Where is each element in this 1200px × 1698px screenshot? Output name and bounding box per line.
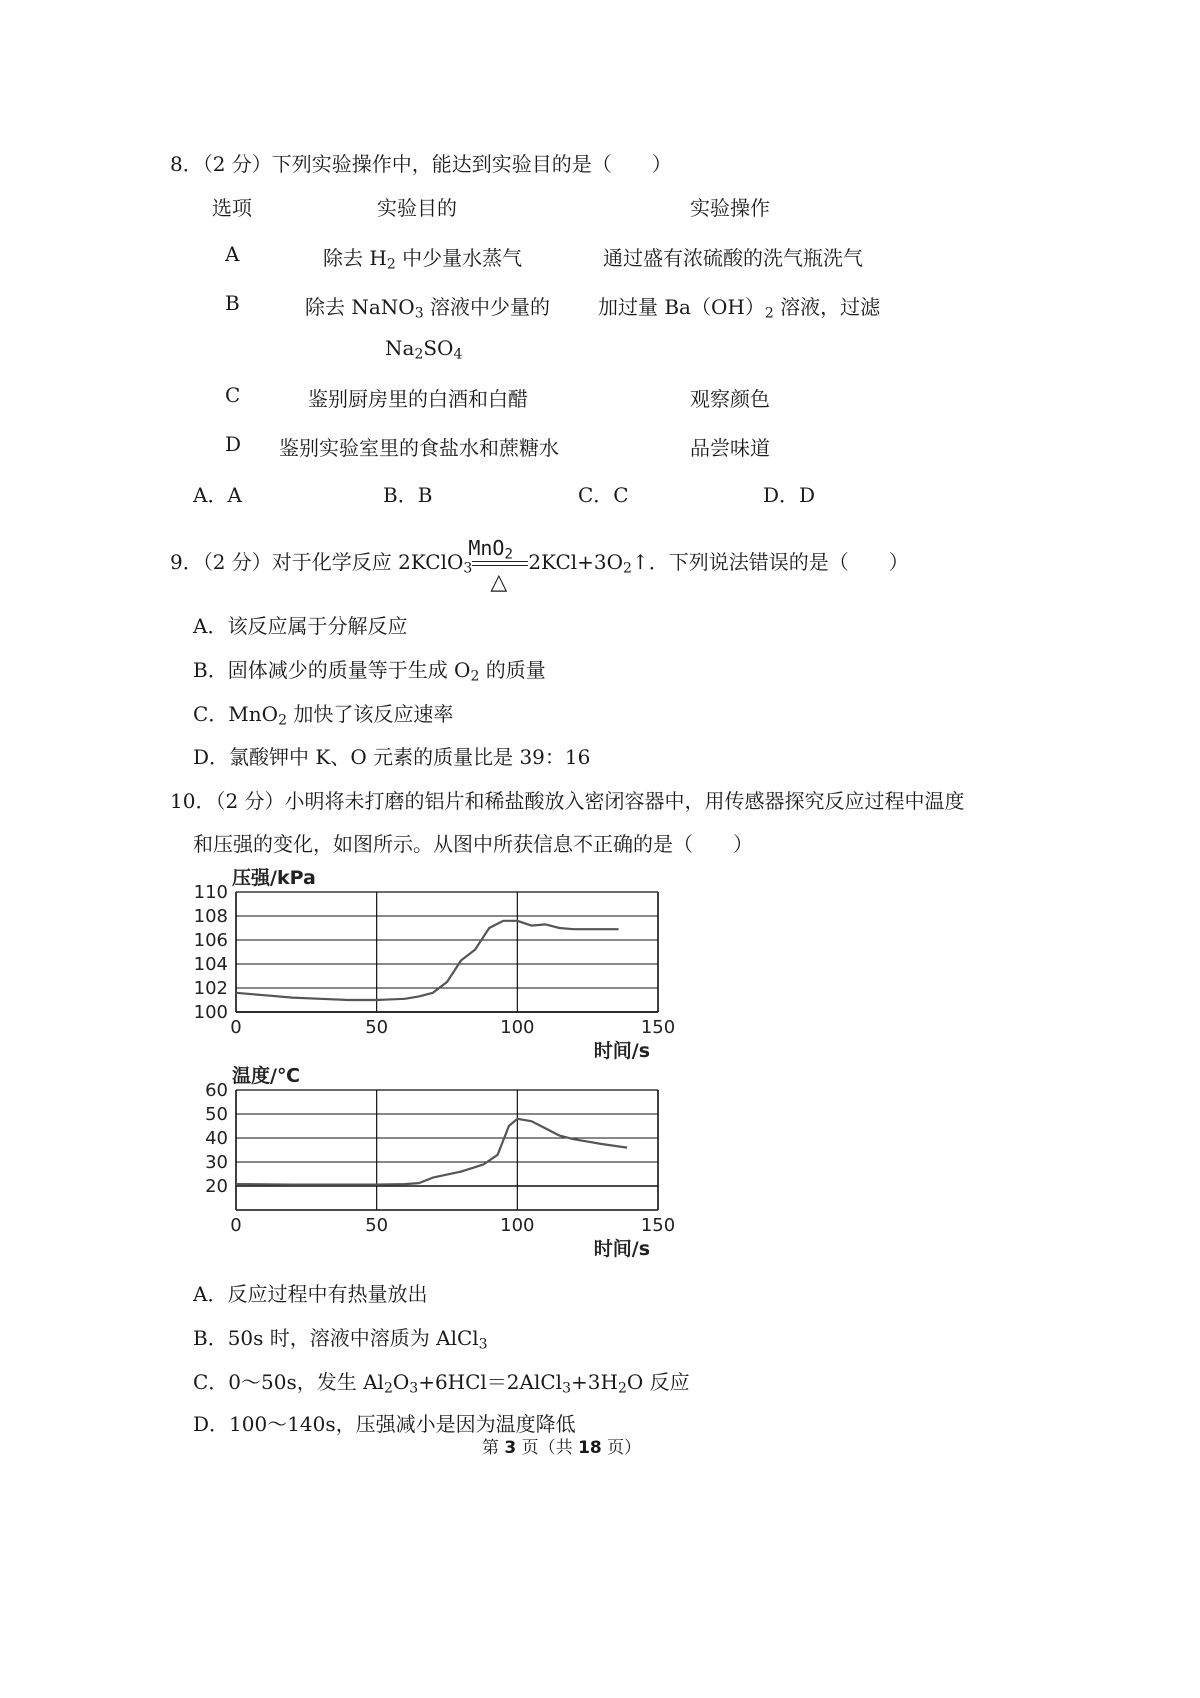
q10-choice-d[interactable]: D．100～140s，压强减小是因为温度降低 xyxy=(193,1412,576,1436)
x-tick-label: 100 xyxy=(500,1215,535,1236)
q8-choice-b[interactable]: B．B xyxy=(383,483,433,507)
q8-row-d-goal: 鉴别实验室里的食盐水和蔗糖水 xyxy=(279,436,559,460)
y-axis-label: 温度/℃ xyxy=(232,1065,300,1087)
y-tick-label: 110 xyxy=(193,882,228,903)
y-tick-label: 50 xyxy=(205,1104,228,1125)
q8-row-c-operation: 观察颜色 xyxy=(690,387,770,411)
temperature-chart xyxy=(190,1060,690,1265)
x-tick-label: 0 xyxy=(230,1215,242,1236)
x-axis-label: 时间/s xyxy=(593,1040,650,1062)
q8-row-a-operation: 通过盛有浓硫酸的洗气瓶洗气 xyxy=(603,246,863,270)
q10-stem-line1: 10．（2 分）小明将未打磨的铝片和稀盐酸放入密闭容器中，用传感器探究反应过程中温度 xyxy=(170,789,965,813)
q9-choice-a[interactable]: A．该反应属于分解反应 xyxy=(193,614,408,638)
q8-header-goal: 实验目的 xyxy=(377,196,457,220)
q8-header-operation: 实验操作 xyxy=(690,196,770,220)
q9-choice-c[interactable]: C．MnO$_2$ 加快了该反应速率 xyxy=(193,702,454,729)
q8-choice-d[interactable]: D．D xyxy=(763,483,816,507)
y-tick-label: 20 xyxy=(205,1176,228,1197)
pressure-chart xyxy=(190,862,690,1067)
catalyst-label: MnO$_2$ xyxy=(468,536,513,563)
y-tick-label: 100 xyxy=(193,1002,228,1023)
q10-choice-a[interactable]: A．反应过程中有热量放出 xyxy=(193,1282,428,1306)
y-tick-label: 40 xyxy=(205,1128,228,1149)
x-tick-label: 150 xyxy=(640,1017,676,1038)
x-tick-label: 0 xyxy=(230,1017,242,1038)
q10-choice-c[interactable]: C．0～50s，发生 $Al_2O_3+6HCl=2AlCl_3+3H_2O$ 反应 xyxy=(193,1370,690,1397)
x-tick-label: 50 xyxy=(365,1215,389,1236)
series-line xyxy=(236,1119,627,1185)
y-tick-label: 106 xyxy=(193,930,228,951)
equals-sign xyxy=(472,561,528,566)
heat-symbol: △ xyxy=(490,570,508,595)
y-tick-label: 104 xyxy=(193,954,228,975)
x-tick-label: 50 xyxy=(365,1017,389,1038)
q8-row-d-option: D xyxy=(225,432,242,456)
q8-row-b-option: B xyxy=(225,291,240,315)
x-tick-label: 100 xyxy=(500,1017,535,1038)
q8-row-a-goal: 除去 $H_2$ 中少量水蒸气 xyxy=(323,246,523,273)
q8-header-option: 选项 xyxy=(212,196,252,220)
q8-row-c-goal: 鉴别厨房里的白酒和白醋 xyxy=(308,387,528,411)
q8-choice-c[interactable]: C．C xyxy=(578,483,629,507)
q8-choice-a[interactable]: A．A xyxy=(193,483,242,507)
reaction-condition xyxy=(468,536,528,595)
q8-row-a-option: A xyxy=(225,242,240,266)
q8-row-b-operation: 加过量 $Ba(OH)_2$ 溶液，过滤 xyxy=(598,295,881,322)
q9-choice-b[interactable]: B．固体减少的质量等于生成 $O_2$ 的质量 xyxy=(193,658,546,685)
x-tick-label: 150 xyxy=(640,1215,676,1236)
q8-row-d-operation: 品尝味道 xyxy=(690,436,770,460)
q8-row-b-goal-line2: $Na_2SO_4$ xyxy=(385,336,463,363)
q9-stem: 9．（2 分）对于化学反应 2KClO$_3$ MnO$_2$ △ $2KCl+3O_2↑$．下列说法错误的是（ ） xyxy=(170,536,909,595)
q8-row-c-option: C xyxy=(225,383,241,407)
y-tick-label: 108 xyxy=(193,906,228,927)
y-tick-label: 60 xyxy=(205,1080,228,1101)
q8-row-b-goal: 除去 NaNO$_3$ 溶液中少量的 xyxy=(305,295,550,322)
q10-choice-b[interactable]: B．50s 时，溶液中溶质为 AlCl$_3$ xyxy=(193,1326,488,1353)
page-footer: 第 3 页（共 18 页） xyxy=(482,1438,642,1458)
y-tick-label: 30 xyxy=(205,1152,228,1173)
y-axis-label: 压强/kPa xyxy=(232,867,316,889)
q8-stem: 8．（2 分）下列实验操作中，能达到实验目的是（ ） xyxy=(170,152,672,176)
q10-stem-line2: 和压强的变化，如图所示。从图中所获信息不正确的是（ ） xyxy=(193,832,753,856)
y-tick-label: 102 xyxy=(193,978,228,999)
x-axis-label: 时间/s xyxy=(593,1238,650,1260)
q9-choice-d[interactable]: D．氯酸钾中 K、O 元素的质量比是 39：16 xyxy=(193,745,591,769)
